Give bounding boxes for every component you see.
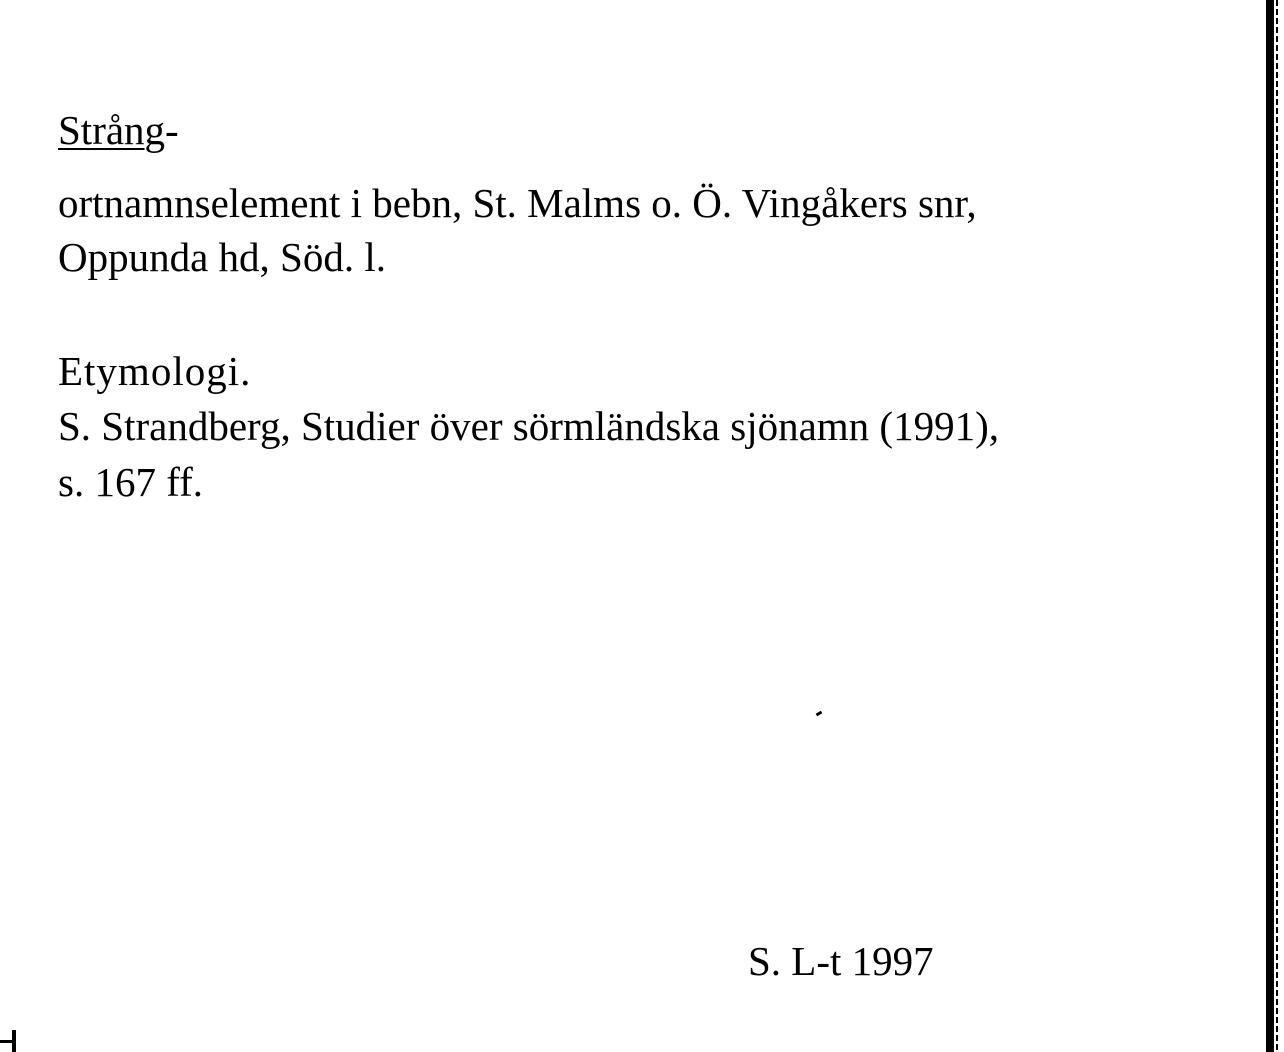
card-edge-shadow: [1276, 0, 1278, 1052]
card-edge-border: [1266, 0, 1274, 1052]
definition-text: ortnamnselement i bebn, St. Malms o. Ö. Vingåkers snr, Oppunda hd, Söd. l.: [58, 180, 977, 280]
signature: S. L-t 1997: [748, 938, 934, 984]
ink-speck: [816, 711, 823, 717]
etymology-reference: S. Strandberg, Studier över sörmländska sjönamn (1991), s. 167 ff.: [58, 403, 999, 505]
headword-suffix: -: [165, 107, 179, 153]
headword: [58, 104, 179, 156]
etymology-heading: Etymologi.: [58, 348, 252, 394]
headword-text: Strång: [58, 107, 166, 153]
corner-mark: [0, 1030, 22, 1052]
